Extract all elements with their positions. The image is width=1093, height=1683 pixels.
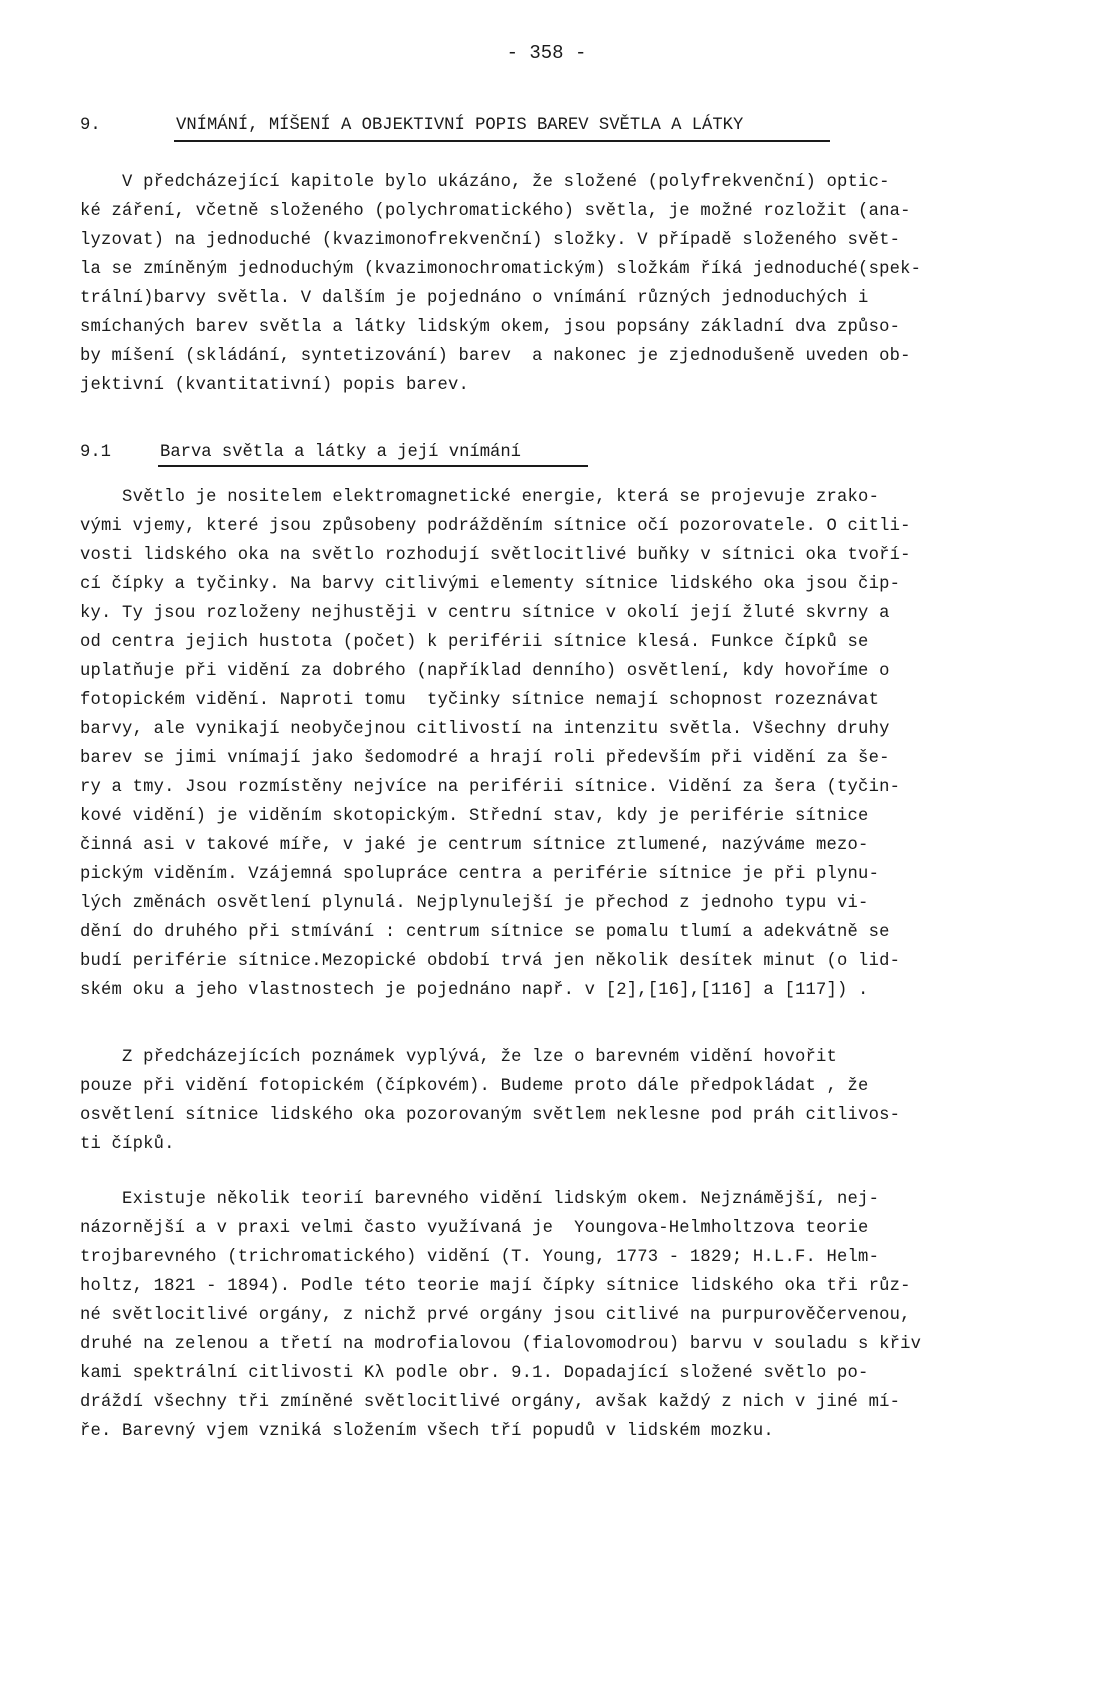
text-line: dráždí všechny tři zmíněné světlocitlivé orgány, avšak každý z nich v jiné mí-	[80, 1393, 901, 1412]
text-line: by míšení (skládání, syntetizování) barev a nakonec je zjednodušeně uveden ob-	[80, 347, 911, 366]
text-line: la se zmíněným jednoduchým (kvazimonochromatickým) složkám říká jednoduché(spek-	[80, 260, 922, 279]
text-line: od centra jejich hustota (počet) k periférii sítnice klesá. Funkce čípků se	[80, 633, 869, 652]
text-line: ře. Barevný vjem vzniká složením všech tří popudů v lidském mozku.	[80, 1422, 774, 1441]
text-line: osvětlení sítnice lidského oka pozorovaným světlem neklesne pod práh citlivos-	[80, 1106, 901, 1125]
chapter-number: 9.	[80, 116, 101, 135]
text-line: kami spektrální citlivosti Kλ podle obr. 9.1. Dopadající složené světlo po-	[80, 1364, 869, 1383]
text-line: né světlocitlivé orgány, z nichž prvé orgány jsou citlivé na purpurověčervenou,	[80, 1306, 911, 1325]
text-line: V předcházející kapitole bylo ukázáno, že složené (polyfrekvenční) optic-	[80, 173, 890, 192]
text-line: ké záření, včetně složeného (polychromatického) světla, je možné rozložit (ana-	[80, 202, 911, 221]
chapter-title: VNÍMÁNÍ, MÍŠENÍ A OBJEKTIVNÍ POPIS BAREV SVĚTLA A LÁTKY	[176, 116, 744, 135]
text-line: názornější a v praxi velmi často využívaná je Youngova-Helmholtzova teorie	[80, 1219, 869, 1238]
text-line: barvy, ale vynikají neobyčejnou citlivostí na intenzitu světla. Všechny druhy	[80, 720, 890, 739]
text-line: Světlo je nositelem elektromagnetické energie, která se projevuje zrako-	[80, 488, 880, 507]
text-line: pickým viděním. Vzájemná spolupráce centra a periférie sítnice je při plynu-	[80, 865, 880, 884]
text-line: Existuje několik teorií barevného vidění lidským okem. Nejznámější, nej-	[80, 1190, 880, 1209]
text-line: budí periférie sítnice.Mezopické období trvá jen několik desítek minut (o lid-	[80, 952, 901, 971]
text-line: Z předcházejících poznámek vyplývá, že lze o barevném vidění hovořit	[80, 1048, 838, 1067]
text-line: ském oku a jeho vlastnostech je pojednáno např. v [2],[16],[116] a [117]) .	[80, 981, 869, 1000]
text-line: dění do druhého při stmívání : centrum sítnice se pomalu tlumí a adekvátně se	[80, 923, 890, 942]
text-line: holtz, 1821 - 1894). Podle této teorie mají čípky sítnice lidského oka tři růz-	[80, 1277, 911, 1296]
text-line: vými vjemy, které jsou způsobeny podrážděním sítnice očí pozorovatele. O citli-	[80, 517, 911, 536]
text-line: fotopickém vidění. Naproti tomu tyčinky sítnice nemají schopnost rozeznávat	[80, 691, 880, 710]
text-line: lých změnách osvětlení plynulá. Nejplynulejší je přechod z jednoho typu vi-	[80, 894, 869, 913]
text-line: pouze při vidění fotopickém (čípkovém). Budeme proto dále předpokládat , že	[80, 1077, 869, 1096]
text-line: lyzovat) na jednoduché (kvazimonofrekvenční) složky. V případě složeného svět-	[80, 231, 901, 250]
text-line: trojbarevného (trichromatického) vidění (T. Young, 1773 - 1829; H.L.F. Helm-	[80, 1248, 880, 1267]
section-title-underline	[158, 465, 588, 467]
text-line: trální)barvy světla. V dalším je pojednáno o vnímání různých jednoduchých i	[80, 289, 869, 308]
text-line: ky. Ty jsou rozloženy nejhustěji v centru sítnice v okolí její žluté skvrny a	[80, 604, 890, 623]
text-line: ry a tmy. Jsou rozmístěny nejvíce na periférii sítnice. Vidění za šera (tyčin-	[80, 778, 901, 797]
text-line: kové vidění) je viděním skotopickým. Střední stav, kdy je periférie sítnice	[80, 807, 869, 826]
section-number: 9.1	[80, 443, 111, 462]
text-line: ti čípků.	[80, 1135, 175, 1154]
text-line: uplatňuje při vidění za dobrého (například denního) osvětlení, kdy hovoříme o	[80, 662, 890, 681]
text-line: činná asi v takové míře, v jaké je centrum sítnice ztlumené, nazýváme mezo-	[80, 836, 869, 855]
text-line: cí čípky a tyčinky. Na barvy citlivými elementy sítnice lidského oka jsou čip-	[80, 575, 901, 594]
text-line: vosti lidského oka na světlo rozhodují světlocitlivé buňky v sítnici oka tvoří-	[80, 546, 911, 565]
text-line: smíchaných barev světla a látky lidským okem, jsou popsány základní dva způso-	[80, 318, 901, 337]
text-line: druhé na zelenou a třetí na modrofialovou (fialovomodrou) barvu v souladu s křiv	[80, 1335, 922, 1354]
text-line: jektivní (kvantitativní) popis barev.	[80, 376, 470, 395]
page-number: - 358 -	[506, 42, 587, 64]
section-title: Barva světla a látky a její vnímání	[160, 443, 521, 462]
chapter-title-underline	[174, 140, 830, 142]
text-line: barev se jimi vnímají jako šedomodré a hrají roli především při vidění za še-	[80, 749, 890, 768]
